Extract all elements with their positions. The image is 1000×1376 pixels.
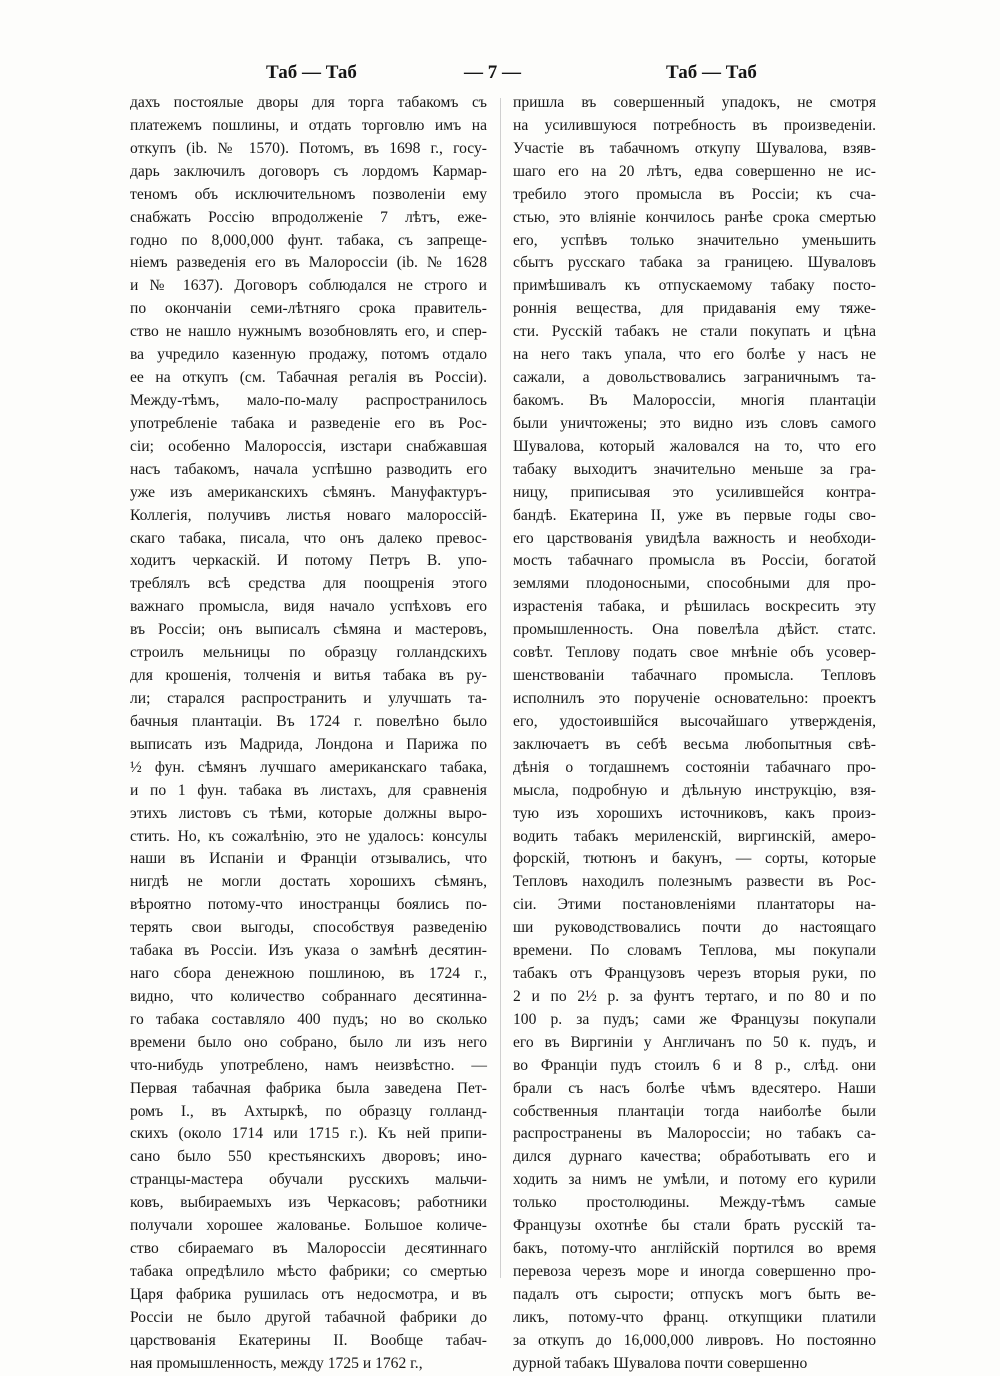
text-line: на усилившуюся потребность въ произведеніи. xyxy=(513,116,876,134)
text-line: за откупъ до 16,000,000 ливровъ. Но постоянно xyxy=(513,1331,876,1349)
text-line: вѣроятно потому-что иностранцы боялись по- xyxy=(130,896,487,914)
text-line: дурной табакъ Шувалова почти совершенно xyxy=(513,1354,808,1372)
text-line: и по 1 фун. табака въ листахъ, для сравненія xyxy=(130,781,487,799)
text-line: снабжать Россію впродолженіе 7 лѣтъ, еже- xyxy=(130,208,487,226)
text-line: Первая табачная фабрика была заведена Пет- xyxy=(130,1079,487,1097)
text-line: видно, что количество собраннаго десятинна- xyxy=(130,987,487,1005)
text-line: времени. По словамъ Теплова, мы покупали xyxy=(513,942,876,960)
text-line: царствованія Екатерины II. Вообще табач- xyxy=(130,1331,487,1349)
text-line: собственныя плантаціи тогда наиболѣе были xyxy=(513,1102,876,1120)
text-line: странцы-мастера обучали русскихъ мальчи- xyxy=(130,1171,487,1189)
text-line: нигдѣ не могли достать хорошихъ сѣмянъ, xyxy=(130,873,487,891)
text-line: наши въ Испаніи и Франціи отзывались, что xyxy=(130,850,487,868)
text-line: ши руководствовались почти до настоящаго xyxy=(513,919,876,937)
text-line: Коллегія, получивъ листья новаго малороссій- xyxy=(130,506,487,524)
text-line: строилъ мельницы по образцу голландскихъ xyxy=(130,644,487,662)
text-line: ная промышленность, между 1725 и 1762 г., xyxy=(130,1354,423,1372)
left-column xyxy=(130,92,487,1376)
text-line: откупъ (ib. № 1570). Потомъ, въ 1698 г., госу- xyxy=(130,139,487,157)
text-line: сано было 550 крестьянскихъ дворовъ; ино- xyxy=(130,1148,487,1166)
text-line: перевоза черезъ море и иногда совершенно про- xyxy=(513,1263,876,1281)
text-line: водить табакъ мериленскій, виргинскій, амеро- xyxy=(513,827,876,845)
text-line: ликъ, потому-что франц. откупщики платили xyxy=(513,1308,876,1326)
text-line: сіи. Этими постановленіями плантаторы на- xyxy=(513,896,876,914)
text-line: пришла въ совершенный упадокъ, не смотря xyxy=(513,94,876,111)
text-line: треблялъ всѣ средства для поощренія этого xyxy=(130,575,487,593)
text-line: ½ фун. сѣмянъ лучшаго американскаго табака, xyxy=(130,758,487,776)
text-line: ва учредило казенную продажу, потомъ отдало xyxy=(130,346,487,364)
text-line: табакъ отъ Французовъ черезъ вторыя руки, по xyxy=(513,965,876,983)
text-line: мость табачнаго промысла въ Россіи, богатой xyxy=(513,552,876,570)
text-line: примѣшивалъ къ отпускаемому табаку посто- xyxy=(513,277,876,295)
text-line: дарь заключилъ договоръ съ лордомъ Кармар- xyxy=(130,162,487,180)
text-line: были уничтожены; это видно изъ словъ самого xyxy=(513,414,876,432)
text-line: табака въ Россіи. Изъ указа о замѣнѣ десятин- xyxy=(130,942,487,960)
text-line: совѣт. Теплову подать свое мнѣніе объ усовер- xyxy=(513,644,876,662)
text-line: тую изъ хорошихъ источниковъ, какъ произ- xyxy=(513,804,876,822)
text-line: его, успѣвъ только значительно уменьшить xyxy=(513,231,876,249)
text-line: распространены въ Малороссіи; но табакъ са- xyxy=(513,1125,876,1143)
text-line: платежемъ пошлины, и отдать торговлю имъ на xyxy=(130,116,487,134)
text-line: бакъ, потому-что англійскій портился во время xyxy=(513,1240,876,1258)
header-left-title: Таб — Таб xyxy=(266,62,357,83)
text-line: что-нибудь употреблено, намъ неизвѣстно. — xyxy=(130,1056,487,1074)
text-line: 100 р. за пудъ; сами же Французы покупали xyxy=(513,1010,876,1028)
text-line: Между-тѣмъ, мало-по-малу распространилось xyxy=(130,391,487,409)
text-line: шаго его на 20 лѣтъ, едва совершенно не ис- xyxy=(513,162,876,180)
text-line: важнаго промысла, видя начало успѣховъ его xyxy=(130,598,487,616)
text-line: дился дурнаго качества; обработывать его и xyxy=(513,1148,876,1166)
text-line: исполнилъ это порученіе основательно: проектъ xyxy=(513,689,876,707)
text-line: теномъ объ исключительномъ позволеніи ему xyxy=(130,185,487,203)
text-line: табака опредѣлило мѣсто фабрики; со смертью xyxy=(130,1263,487,1281)
text-line: получали хорошее жалованье. Большое количе- xyxy=(130,1217,487,1235)
page-number: — 7 — xyxy=(464,62,521,83)
text-line: требило этого промысла въ Россіи; къ сча- xyxy=(513,185,876,203)
header-right-title: Таб — Таб xyxy=(666,62,757,83)
text-line: сажали, а довольствовались заграничнымъ та- xyxy=(513,369,876,387)
text-line: Французы охотнѣе бы стали брать русскій та- xyxy=(513,1217,876,1235)
text-line: заключаетъ въ себѣ весьма любопытныя свѣ- xyxy=(513,735,876,753)
text-line: бачныя плантаціи. Въ 1724 г. повелѣно было xyxy=(130,712,487,730)
text-line: ковъ, выбираемыхъ изъ Черкасовъ; работники xyxy=(130,1194,487,1212)
text-line: его царствованія увидѣла важность и необходи- xyxy=(513,529,876,547)
text-line: промышленность. Она повелѣла дѣйст. статс. xyxy=(513,621,876,639)
text-line: ходить за нимъ не умѣли, и потому его курили xyxy=(513,1171,876,1189)
text-line: сбытъ русскаго табака за границею. Шуваловъ xyxy=(513,254,876,272)
text-line: только простолюдины. Между-тѣмъ самые xyxy=(513,1194,876,1212)
text-line: уже изъ американскихъ сѣмянъ. Мануфактуръ- xyxy=(130,483,487,501)
text-line: Царя фабрика рушилась отъ недосмотра, и въ xyxy=(130,1285,487,1303)
text-line: и № 1637). Договоръ соблюдался не строго и xyxy=(130,277,487,295)
text-line: ли; старался распространить и улучшать та- xyxy=(130,689,487,707)
text-line: скихъ (около 1714 или 1715 г.). Къ ней припи- xyxy=(130,1125,487,1143)
text-line: падалъ отъ сырости; отпускъ могъ быть ве- xyxy=(513,1285,876,1303)
text-line: насъ табакомъ, начала успѣшно разводить его xyxy=(130,460,487,478)
text-line: брали съ насъ болѣе чѣмъ вдесятеро. Наши xyxy=(513,1079,876,1097)
text-line: ницу, приписывая это усилившейся контра- xyxy=(513,483,876,501)
text-line: дахъ постоялые дворы для торга табакомъ съ xyxy=(130,94,487,111)
text-line: на него такъ упала, что его болѣе у насъ не xyxy=(513,346,876,364)
text-line: для крошенія, толченія и витья табака въ ру- xyxy=(130,667,487,685)
text-line: ромъ І., въ Ахтыркѣ, по образцу голланд- xyxy=(130,1102,487,1120)
text-line: стью, это вліяніе кончилось ранѣе срока смертью xyxy=(513,208,876,226)
text-line: Участіе въ табачномъ откупу Шувалова, взяв- xyxy=(513,139,876,157)
text-line: ее на откупъ (см. Табачная регалія въ Россіи). xyxy=(130,369,487,387)
text-line: по окончаніи семи-лѣтняго срока правитель- xyxy=(130,300,487,318)
text-line: табаку выходитъ значительно меньше за гра- xyxy=(513,460,876,478)
text-line: 2 и по 2½ р. за фунтъ тертаго, и по 80 и по xyxy=(513,987,876,1005)
text-line: израстенія табака, и рѣшилась воскресить эту xyxy=(513,598,876,616)
text-line: Россіи не было другой табачной фабрики до xyxy=(130,1308,487,1326)
right-column xyxy=(513,92,876,1376)
text-line: стить. Но, къ сожалѣнію, это не удалось: консулы xyxy=(130,827,487,845)
text-line: во Франціи пудъ стоилъ 6 и 8 р., слѣд. они xyxy=(513,1056,876,1074)
text-line: скаго табака, писала, что онъ далеко превос- xyxy=(130,529,487,547)
text-line: мысла, подробную и дѣльную инструкцію, взя- xyxy=(513,781,876,799)
text-line: роннія вещества, для придаванія ему тяже- xyxy=(513,300,876,318)
text-line: бакомъ. Въ Малороссіи, многія плантаціи xyxy=(513,391,876,409)
running-header xyxy=(0,62,1000,90)
text-line: его въ Виргиніи у Англичанъ по 50 к. пудъ, и xyxy=(513,1033,876,1051)
text-line: годно по 8,000,000 фунт. табака, съ запреще- xyxy=(130,231,487,249)
column-divider xyxy=(500,98,501,1278)
text-line: этихъ листовъ съ тѣми, которые должны выро- xyxy=(130,804,487,822)
text-line: ство сбираемаго въ Малороссіи десятиннаго xyxy=(130,1240,487,1258)
text-line: бандѣ. Екатерина II, уже въ первые годы сво- xyxy=(513,506,876,524)
text-line: терять свои выгоды, способствуя разведенію xyxy=(130,919,487,937)
text-line: ство не нашло нужнымъ возобновлять его, и спер- xyxy=(130,323,487,341)
text-line: наго сбора денежною пошлиною, въ 1724 г., xyxy=(130,965,487,983)
text-line: шенствованіи табачнаго промысла. Тепловъ xyxy=(513,667,876,685)
text-line: въ Россіи; онъ выписалъ сѣмяна и мастеровъ, xyxy=(130,621,487,639)
text-line: времени было оно собрано, было ли изъ него xyxy=(130,1033,487,1051)
text-line: дѣнія о тогдашнемъ состояніи табачнаго про- xyxy=(513,758,876,776)
text-line: Шувалова, который жаловался на то, что его xyxy=(513,437,876,455)
text-line: го табака составляло 400 пудъ; но во сколько xyxy=(130,1010,487,1028)
text-line: ходитъ черкаскій. И потому Петръ В. упо- xyxy=(130,552,487,570)
text-line: выписать изъ Мадрида, Лондона и Парижа по xyxy=(130,735,487,753)
text-line: Тепловъ находилъ полезнымъ развести въ Рос- xyxy=(513,873,876,891)
text-line: ніемъ разведенія его въ Малороссіи (ib. № 1628 xyxy=(130,254,487,272)
text-line: употребленіе табака и разведеніе его въ Рос- xyxy=(130,414,487,432)
text-line: сти. Русскій табакъ не стали покупать и цѣна xyxy=(513,323,876,341)
text-line: сіи; особенно Малороссія, изстари снабжавшая xyxy=(130,437,487,455)
text-line: форскій, тютюнъ и бакунъ, — сорты, которые xyxy=(513,850,876,868)
text-line: землями плодоносными, способными для про- xyxy=(513,575,876,593)
text-line: его, удостоившійся высочайшаго утвержденія, xyxy=(513,712,876,730)
